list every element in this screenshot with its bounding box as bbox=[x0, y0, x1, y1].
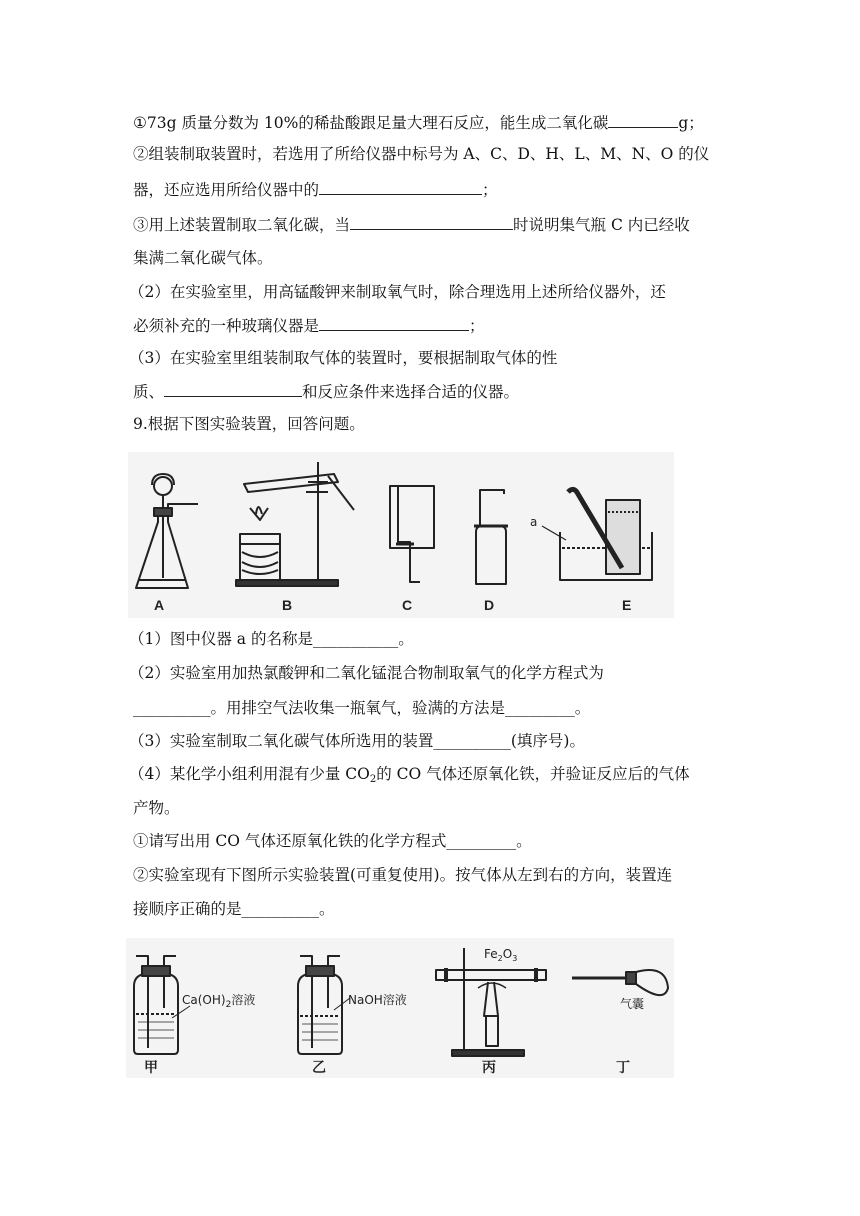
label-bing: 丙 bbox=[482, 1059, 496, 1075]
answer-blank[interactable] bbox=[319, 315, 469, 331]
label-a: A bbox=[154, 597, 165, 613]
q-line-2: ②组装制取装置时，若选用了所给仪器中标号为 A、C、D、H、L、M、N、O 的仪 bbox=[133, 145, 710, 163]
label-naoh: NaOH溶液 bbox=[348, 993, 407, 1007]
q9-part-4-cont: 产物。 bbox=[133, 799, 180, 817]
answer-blank[interactable] bbox=[350, 214, 513, 230]
q9-sub-2-cont: 接顺序正确的是__________。 bbox=[133, 900, 335, 918]
q-line-7 bbox=[133, 315, 485, 336]
q9-part-4-text: （4）某化学小组利用混有少量 CO bbox=[129, 765, 370, 783]
answer-blank[interactable] bbox=[319, 179, 482, 195]
q-line-7-text: 必须补充的一种玻璃仪器是 bbox=[133, 317, 320, 335]
figure-apparatus-2 bbox=[126, 938, 674, 1078]
q-line-9 bbox=[133, 381, 519, 402]
q-line-3-tail: ； bbox=[482, 181, 498, 199]
co2-subscript: 2 bbox=[369, 774, 377, 785]
q-line-1-text: ①73g 质量分数为 10%的稀盐酸跟足量大理石反应，能生成二氧化碳 bbox=[133, 114, 609, 132]
q9-part-4 bbox=[129, 764, 690, 790]
q-line-3-text: 器，还应选用所给仪器中的 bbox=[133, 181, 320, 199]
q-line-6: （2）在实验室里，用高锰酸钾来制取氧气时，除合理选用上述所给仪器外，还 bbox=[129, 283, 666, 301]
apparatus-1-svg bbox=[128, 452, 674, 618]
q9-part-4-tail: 的 CO 气体还原氧化铁，并验证反应后的气体 bbox=[376, 765, 690, 783]
q9-part-1: （1）图中仪器 a 的名称是___________。 bbox=[129, 630, 414, 648]
q-line-4-text: ③用上述装置制取二氧化碳，当 bbox=[133, 216, 351, 234]
label-b: B bbox=[282, 597, 293, 613]
label-yi: 乙 bbox=[312, 1059, 326, 1075]
q-line-1 bbox=[133, 112, 704, 133]
label-e: E bbox=[622, 597, 632, 613]
label-instrument-a: a bbox=[530, 515, 538, 529]
q-line-4-tail: 时说明集气瓶 C 内已经收 bbox=[513, 216, 690, 234]
q-line-1-tail: g； bbox=[678, 114, 704, 132]
q-line-4 bbox=[133, 214, 690, 235]
label-c: C bbox=[402, 597, 413, 613]
label-fe2o3: $Fe_2O_3$ bbox=[484, 947, 518, 963]
q-line-9-tail: 和反应条件来选择合适的仪器。 bbox=[302, 383, 520, 401]
label-caoh2: $Ca(OH)_2$溶液 bbox=[182, 993, 256, 1010]
label-gas-bag: 气囊 bbox=[620, 997, 645, 1011]
label-d: D bbox=[484, 597, 495, 613]
q9-sub-1: ①请写出用 CO 气体还原氧化铁的化学方程式_________。 bbox=[133, 832, 532, 850]
figure-apparatus-1 bbox=[128, 452, 674, 618]
q-line-5: 集满二氧化碳气体。 bbox=[133, 249, 273, 267]
q-line-3 bbox=[133, 179, 498, 200]
q9-part-2-cont: __________。用排空气法收集一瓶氧气，验满的方法是_________。 bbox=[133, 699, 591, 717]
q9-part-2: （2）实验室用加热氯酸钾和二氧化锰混合物制取氧气的化学方程式为 bbox=[129, 664, 604, 682]
q9-part-3: （3）实验室制取二氧化碳气体所选用的装置__________(填序号)。 bbox=[129, 732, 585, 750]
q9-heading: 9.根据下图实验装置，回答问题。 bbox=[133, 415, 365, 433]
label-ding: 丁 bbox=[616, 1059, 630, 1075]
label-jia: 甲 bbox=[144, 1059, 158, 1075]
q-line-8: （3）在实验室里组装制取气体的装置时，要根据制取气体的性 bbox=[129, 349, 558, 367]
answer-blank[interactable] bbox=[164, 381, 302, 397]
q-line-9-text: 质、 bbox=[133, 383, 165, 401]
q-line-7-tail: ； bbox=[469, 317, 485, 335]
apparatus-2-svg bbox=[126, 938, 674, 1078]
answer-blank[interactable] bbox=[608, 112, 678, 128]
q9-sub-2: ②实验室现有下图所示实验装置(可重复使用)。按气体从左到右的方向，装置连 bbox=[133, 866, 673, 884]
